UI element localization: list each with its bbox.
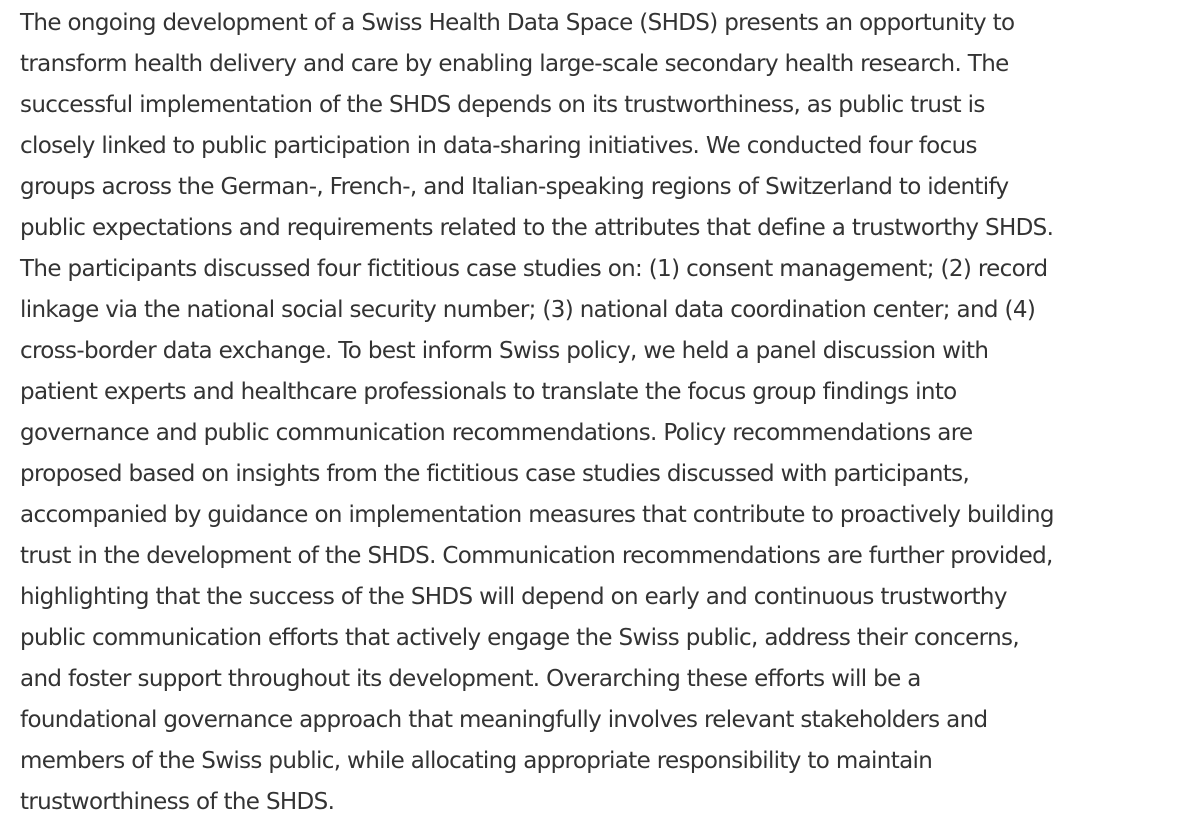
abstract-paragraph xyxy=(20,3,1200,823)
abstract-line: trust in the development of the SHDS. Communication recommendations are further provided, xyxy=(20,543,1053,569)
abstract-line: patient experts and healthcare professionals to translate the focus group findings into xyxy=(20,379,957,405)
abstract-line: accompanied by guidance on implementation measures that contribute to proactively building xyxy=(20,502,1054,528)
abstract-line: cross-border data exchange. To best inform Swiss policy, we held a panel discussion with xyxy=(20,338,989,364)
abstract-line: highlighting that the success of the SHDS will depend on early and continuous trustworthy xyxy=(20,584,1007,610)
abstract-line: foundational governance approach that meaningfully involves relevant stakeholders and xyxy=(20,707,988,733)
abstract-line: groups across the German-, French-, and Italian-speaking regions of Switzerland to identify xyxy=(20,174,1009,200)
abstract-line: public expectations and requirements related to the attributes that define a trustworthy SHDS. xyxy=(20,215,1054,241)
abstract-line: members of the Swiss public, while allocating appropriate responsibility to maintain xyxy=(20,748,933,774)
abstract-line: The ongoing development of a Swiss Health Data Space (SHDS) presents an opportunity to xyxy=(20,10,1015,36)
abstract-line: proposed based on insights from the fictitious case studies discussed with participants, xyxy=(20,461,970,487)
abstract-line: closely linked to public participation in data-sharing initiatives. We conducted four focus xyxy=(20,133,977,159)
abstract-line: and foster support throughout its development. Overarching these efforts will be a xyxy=(20,666,921,692)
abstract-line: The participants discussed four fictitious case studies on: (1) consent management; (2) record xyxy=(20,256,1048,282)
abstract-line: successful implementation of the SHDS depends on its trustworthiness, as public trust is xyxy=(20,92,985,118)
abstract-line: governance and public communication recommendations. Policy recommendations are xyxy=(20,420,973,446)
abstract-line: public communication efforts that actively engage the Swiss public, address their concerns, xyxy=(20,625,1019,651)
abstract-line: transform health delivery and care by enabling large-scale secondary health research. The xyxy=(20,51,1009,77)
abstract-line: trustworthiness of the SHDS. xyxy=(20,789,335,815)
abstract-line: linkage via the national social security number; (3) national data coordination center; and (4) xyxy=(20,297,1036,323)
